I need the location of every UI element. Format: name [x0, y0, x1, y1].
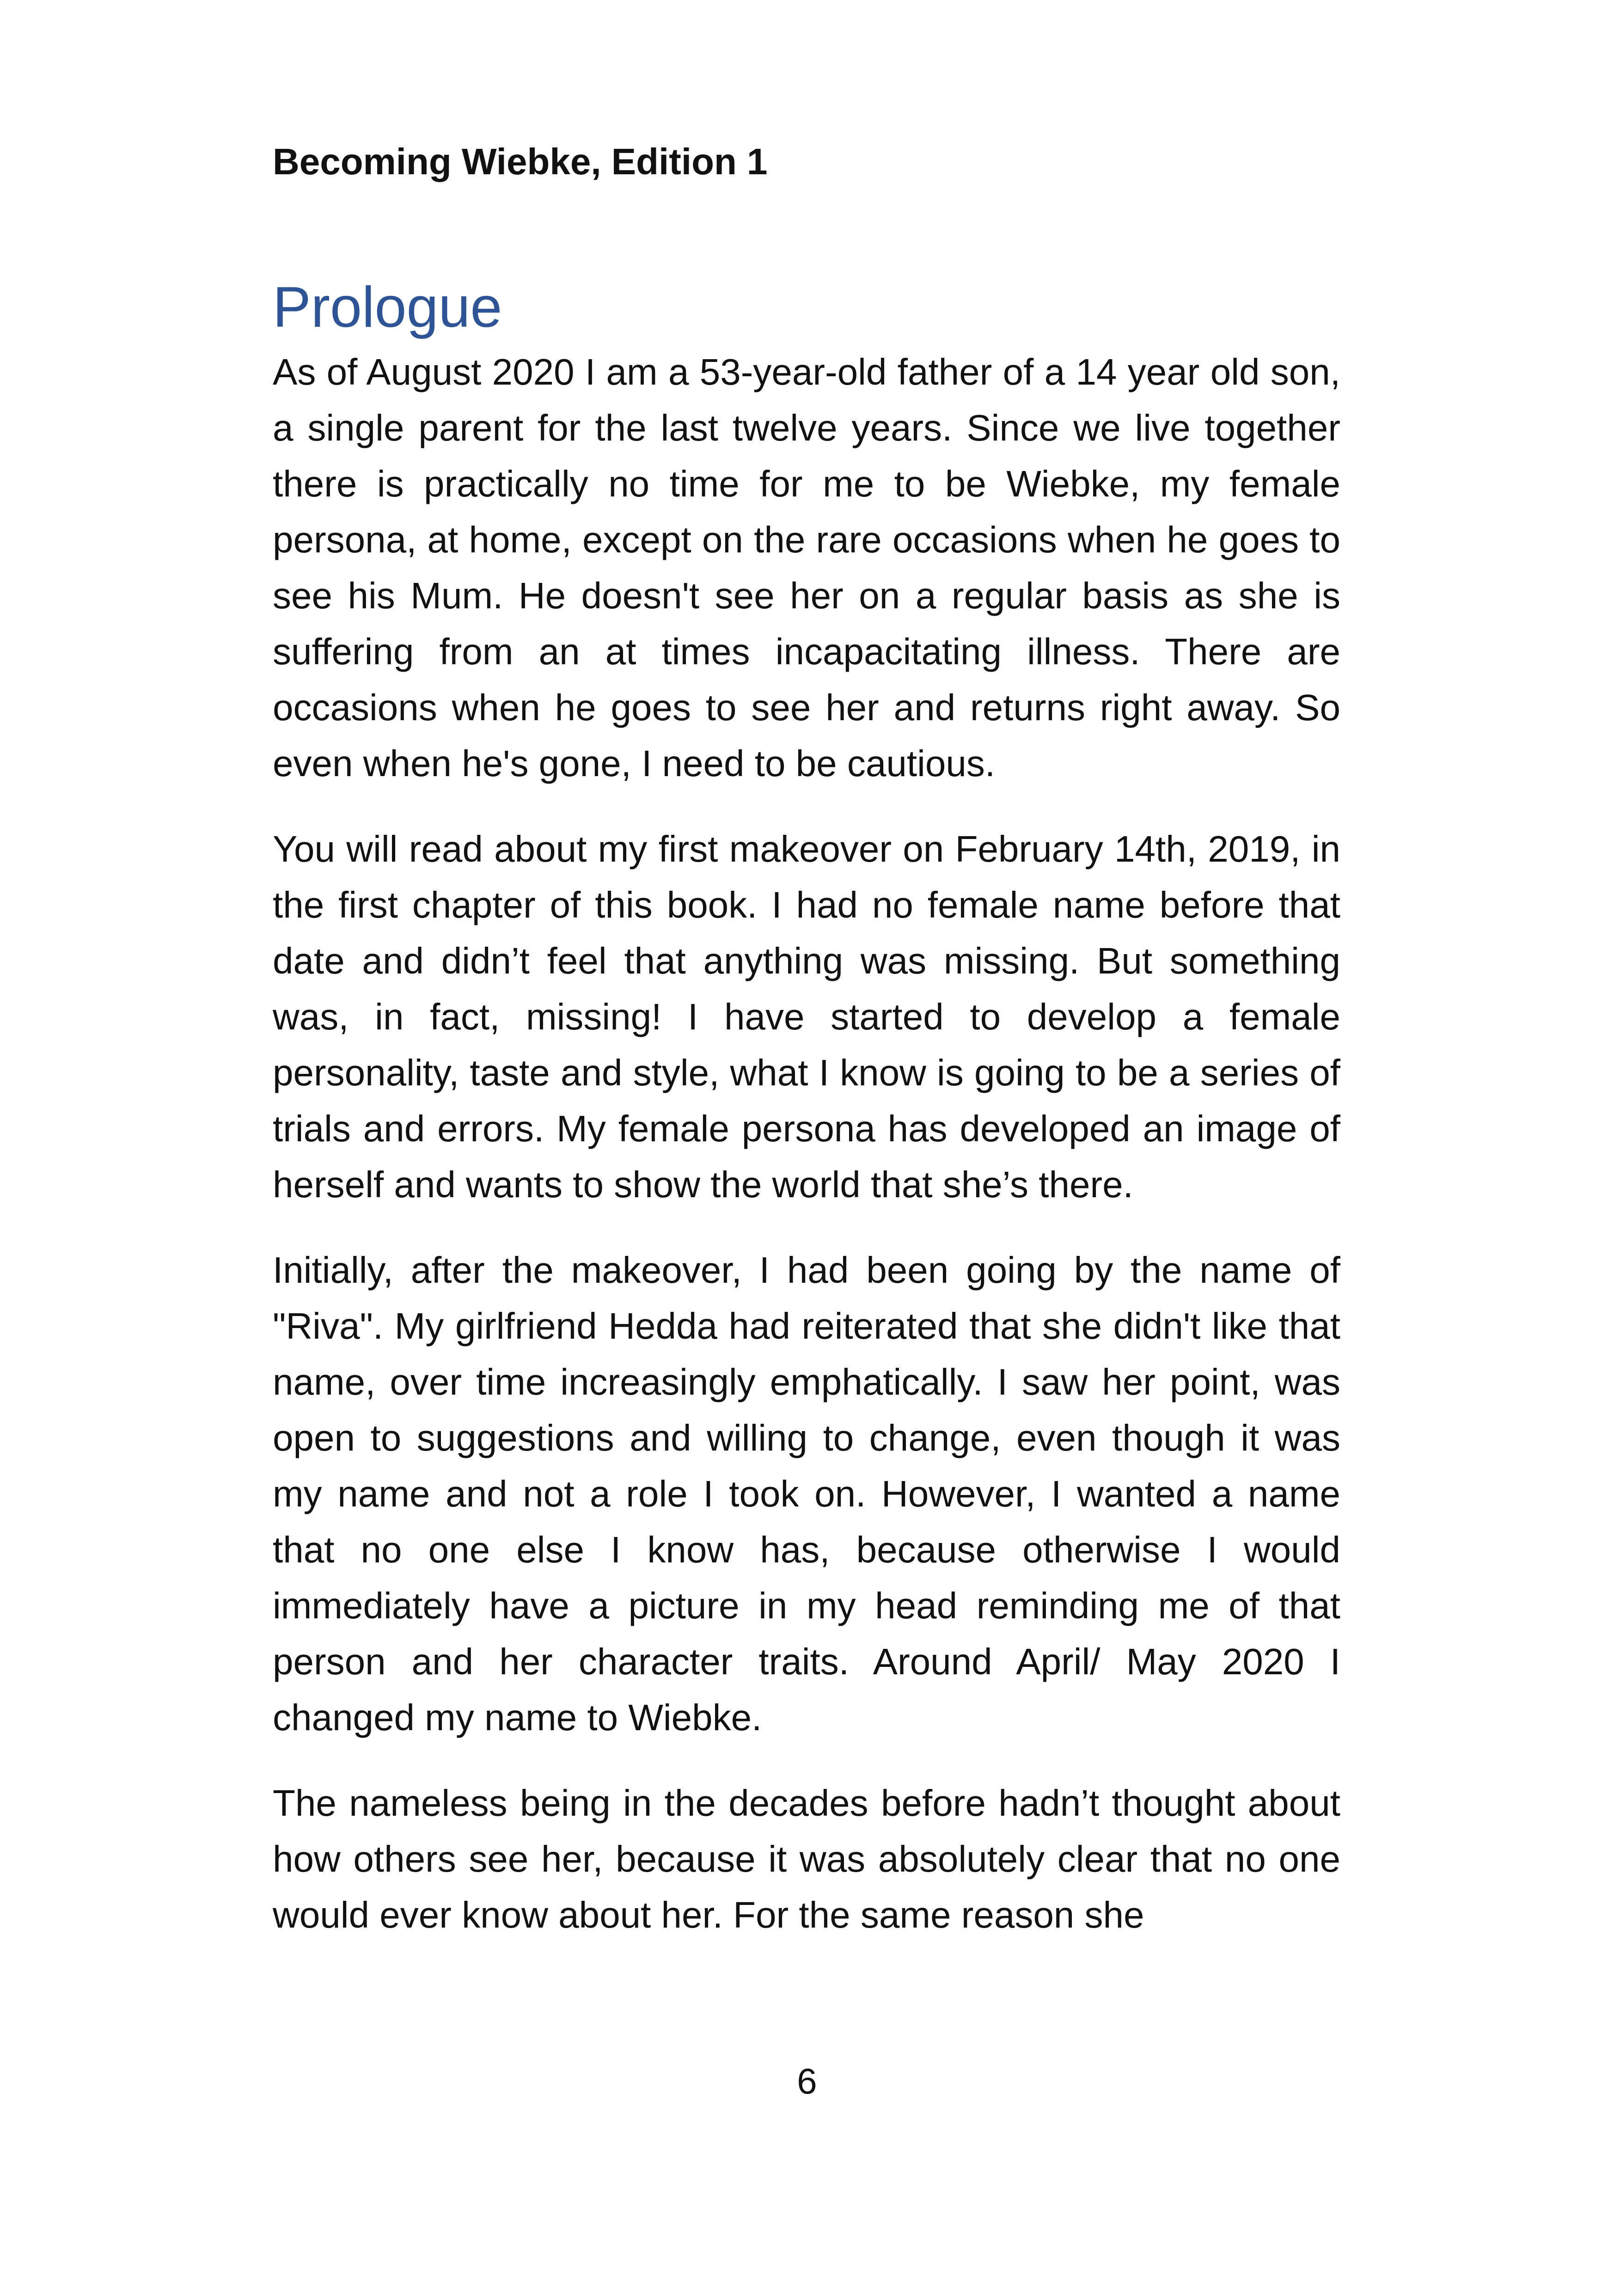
page-number: 6 — [797, 2061, 817, 2101]
page-body — [273, 273, 1340, 1972]
section-heading: Prologue — [273, 276, 502, 339]
paragraph: You will read about my first makeover on February 14th, 2019, in the first chapter of this book. I had no female name before that date and didn’t feel that anything was missing. But something was, in fact, missing! I have started to develop a female personality, taste and style, what I know is going to be a series of trials and errors. My female persona has developed an image of herself and wants to show the world that she’s there. — [273, 828, 1340, 1205]
paragraph: As of August 2020 I am a 53-year-old father of a 14 year old son, a single parent for the last twelve years. Since we live together there is practically no time for me to be Wiebke, my female persona, at home, except on the rare occasions when he goes to see his Mum. He doesn't see her on a regular basis as she is suffering from an at times incapacitating illness. There are occasions when he goes to see her and returns right away. So even when he's gone, I need to be cautious. — [273, 351, 1340, 784]
running-header: Becoming Wiebke, Edition 1 — [273, 141, 768, 182]
paragraph: The nameless being in the decades before hadn’t thought about how others see her, because it was absolutely clear that no one would ever know about her. For the same reason she — [273, 1782, 1340, 1935]
paragraph: Initially, after the makeover, I had been going by the name of "Riva". My girlfriend Hedda had reiterated that she didn't like that name, over time increasingly emphatically. I saw her point, was open to suggestions and willing to change, even though it was my name and not a role I took on. However, I wanted a name that no one else I know has, because otherwise I would immediately have a picture in my head reminding me of that person and her character traits. Around April/ May 2020 I changed my name to Wiebke. — [273, 1249, 1340, 1738]
